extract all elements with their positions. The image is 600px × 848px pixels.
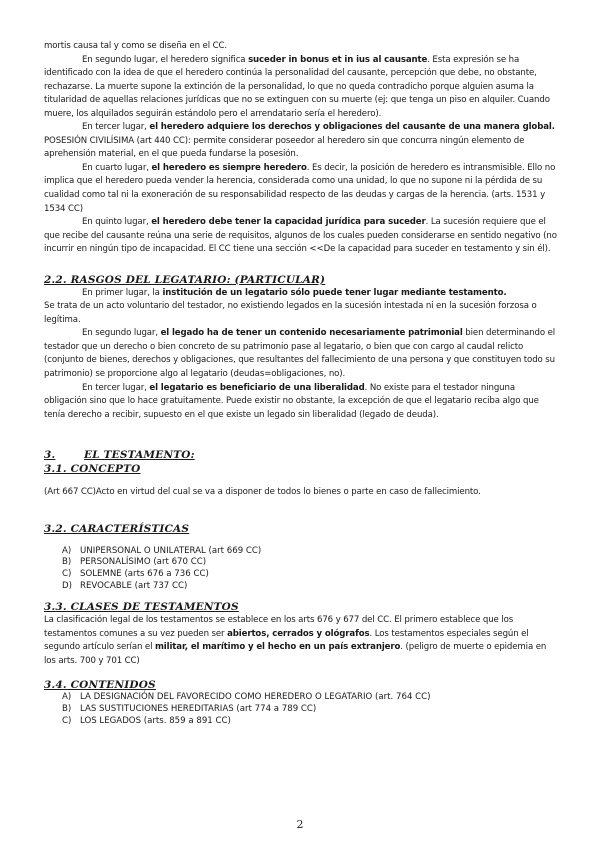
legatario-paragraph-2: En segundo lugar, el legado ha de tener un contenido necesariamente patrimonial bien determinando el testador que un derecho o bien concreto de su patrimonio pase al legatario, o bien que con cargo al caudal relicto (conjunto de bienes, derechos y obligaciones, que resultantes del fallecimiento de una persona y que constituyen todo su patrimonio) se proporcione algo al legatario (deudas=obligaciones, no). <box>44 328 556 380</box>
list-item-marker: B) <box>62 703 72 714</box>
intro-paragraph-3: En cuarto lugar, el heredero es siempre heredero. Es decir, la posición de heredero es intransmisible. Ello no implica que el heredero pueda vender la herencia, considerada como una unidad, lo que no supone ni la pérdida de su cualidad como tal ni la exoneración de su responsabilidad respecto de las deudas y cargas de la herencia. (arts. 1531 y 1534 CC) <box>44 162 556 214</box>
list-item <box>62 557 560 569</box>
list-item <box>62 569 560 581</box>
list-item-marker: C) <box>62 568 72 579</box>
legatario-paragraph-3: En tercer lugar, el legatario es beneficiario de una liberalidad. No existe para el testador ninguna obligación sino que lo hace gratuitamente. Puede existir no obstante, la excepción de que el legatario reciba algo que tenía derecho a recibir, supuesto en el que existe un legado sin liberalidad (legado de deuda). <box>44 382 539 420</box>
clases-paragraph: La clasificación legal de los testamentos se establece en los arts 676 y 677 del CC. El primero establece que los testamentos comunes a su vez pueden ser abiertos, cerrados y ológrafos. Los testamentos especiales según el segundo artículo serían el militar, el marítimo y el hecho en un país extranjero. (peligro de muerte o epidemia en los arts. 700 y 701 CC) <box>44 615 547 666</box>
list-item-text: LA DESIGNACIÓN DEL FAVORECIDO COMO HEREDERO O LEGATARIO (art. 764 CC) <box>80 692 431 703</box>
intro-paragraph-4: En quinto lugar, el heredero debe tener la capacidad jurídica para suceder. La sucesión requiere que el que recibe del causante reúna una serie de requisitos, algunos de los cuales pueden considerarse en sentido negativo (no incurrir en ningún tipo de incapacidad. El CC tiene una sección <<De la capacidad para suceder en testamento y sin él). <box>44 217 557 255</box>
list-item-marker: B) <box>62 557 72 568</box>
section-3-4-heading: 3.4. CONTENIDOS <box>44 679 156 692</box>
legatario-paragraph-1: En primer lugar, la institución de un legatario sólo puede tener lugar mediante testamento. <box>82 287 507 298</box>
list-item-marker: A) <box>62 545 72 556</box>
page-number: 2 <box>296 818 304 831</box>
document-page <box>44 40 560 727</box>
intro-paragraph-2: En tercer lugar, el heredero adquiere los derechos y obligaciones del causante de una manera global. POSESIÓN CIVILÍSIMA (art 440 CC): permite considerar poseedor al heredero sin que concurra ningún elemento de aprehensión material, en el que pueda fundarse la posesión. <box>44 122 555 160</box>
section-3-number: 3. <box>44 449 56 462</box>
caracteristicas-list <box>44 546 560 592</box>
section-3-1-heading: 3.1. CONCEPTO <box>44 463 141 476</box>
list-item <box>62 546 560 558</box>
list-item-marker: D) <box>62 580 72 591</box>
list-item-text: SOLEMNE (arts 676 a 736 CC) <box>80 568 209 579</box>
list-item <box>62 716 560 728</box>
contenidos-list <box>44 692 560 727</box>
section-3-heading <box>44 448 560 462</box>
list-item-text: LOS LEGADOS (arts. 859 a 891 CC) <box>80 715 231 726</box>
list-item-text: UNIPERSONAL O UNILATERAL (art 669 CC) <box>80 545 262 556</box>
list-item <box>62 692 560 704</box>
intro-paragraph-1: En segundo lugar, el heredero significa suceder in bonus et in ius al causante. Esta expresión se ha identificado con la idea de que el heredero continúa la personalidad del causante, percepción que debe, no obstante, rechazarse. La muerte supone la extinción de la personalidad, lo que no queda contradicho porque alguien asuma la titularidad de aquellas relaciones jurídicas que no se extinguen con su muerte (ej: que tenga un piso en alquiler. Cuando muere, los alquilados seguirán estándolo pero el arrendatario sería el heredero). <box>44 54 550 119</box>
section-2-2-heading: 2.2. RASGOS DEL LEGATARIO: (PARTICULAR) <box>44 273 326 286</box>
list-item <box>62 581 560 593</box>
list-item-text: LAS SUSTITUCIONES HEREDITARIAS (art 774 a 789 CC) <box>80 703 317 714</box>
list-item-marker: A) <box>62 692 72 703</box>
list-item-marker: C) <box>62 715 72 726</box>
list-item-text: REVOCABLE (art 737 CC) <box>80 580 188 591</box>
section-3-3-heading: 3.3. CLASES DE TESTAMENTOS <box>44 601 239 614</box>
section-3-2-heading: 3.2. CARACTERÍSTICAS <box>44 522 190 535</box>
section-3-title: EL TESTAMENTO: <box>84 449 195 462</box>
concepto-text: (Art 667 CC)Acto en virtud del cual se va a disponer de todos lo bienes o parte en caso de fallecimiento. <box>44 487 481 498</box>
legatario-paragraph-1b: Se trata de un acto voluntario del testador, no existiendo legados en la sucesión intestada ni en la sucesión forzosa o legítima. <box>44 301 537 325</box>
list-item <box>62 704 560 716</box>
intro-paragraph-0: mortis causa tal y como se diseña en el CC. <box>44 41 227 51</box>
list-item-text: PERSONALÍSIMO (art 670 CC) <box>80 557 207 568</box>
